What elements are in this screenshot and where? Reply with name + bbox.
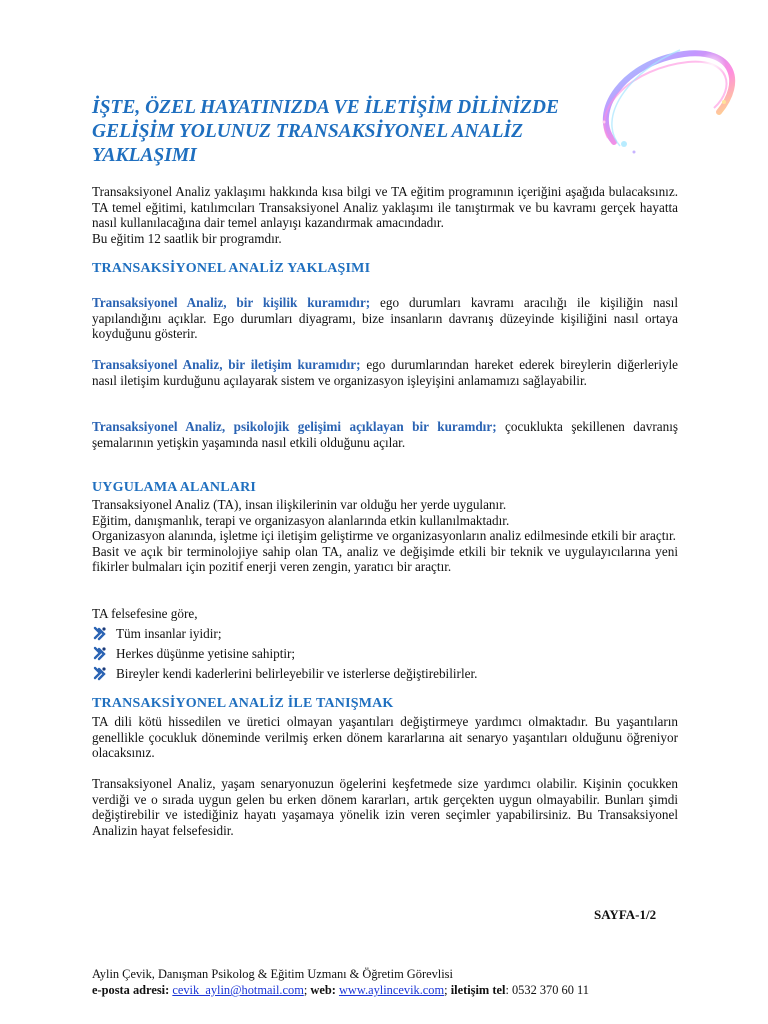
application-areas-text — [92, 497, 678, 575]
list-item: Tüm insanlar iyidir; — [92, 624, 477, 644]
application-line: Basit ve açık bir terminolojiye sahip olan TA, analiz ve değişimde etkili bir teknik ve uygulayıcılarına yeni fikirler bulmaları için pozitif enerji veren zengin, yaratıcı bir araçtır. — [92, 543, 678, 575]
footer-author: Aylin Çevik, Danışman Psikolog & Eğitim Uzmanı & Öğretim Görevlisi — [92, 967, 453, 981]
phone-label: iletişim tel — [450, 983, 506, 997]
ta-item-development — [92, 419, 678, 450]
swirl-logo-icon — [584, 42, 744, 162]
footer — [92, 966, 589, 998]
phone-number: : 0532 370 60 11 — [505, 983, 589, 997]
ta-item-text: çocuklukta şekillenen davranış şemalarının yetişkin yaşamında nasıl etkili olduğunu açılar. — [92, 419, 678, 450]
ta-item-lead: Transaksiyonel Analiz, bir kişilik kuramıdır; — [92, 295, 371, 310]
star-bullet-icon — [92, 666, 108, 682]
application-line: Transaksiyonel Analiz (TA), insan ilişkilerinin var olduğu her yerde uygulanır. — [92, 497, 507, 512]
ta-item-communication — [92, 357, 678, 388]
page-number: SAYFA-1/2 — [594, 907, 657, 922]
web-label: web: — [310, 983, 336, 997]
email-link[interactable]: cevik_aylin@hotmail.com — [172, 983, 304, 997]
page-title: İŞTE, ÖZEL HAYATINIZDA VE İLETİŞİM DİLİNİZDE GELİŞİM YOLUNUZ TRANSAKSİYONEL ANALİZ YAKLAŞIMI — [92, 97, 560, 166]
philosophy-bullets — [92, 624, 477, 684]
footer-contact: e-posta adresi: cevik_aylin@hotmail.com; web: www.aylincevik.com; iletişim tel: 0532 370 60 11 — [92, 983, 589, 997]
application-line: Organizasyon alanında, işletme içi iletişim geliştirme ve organizasyonların analiz edilmesinde etkili bir araçtır. — [92, 528, 676, 544]
ta-item-personality — [92, 295, 678, 342]
section-heading-application-areas: UYGULAMA ALANLARI — [92, 480, 257, 495]
list-item: Herkes düşünme yetisine sahiptir; — [92, 644, 477, 664]
star-bullet-icon — [92, 626, 108, 642]
web-link[interactable]: www.aylincevik.com — [338, 983, 445, 997]
star-bullet-icon — [92, 646, 108, 662]
email-label: e-posta adresi: — [92, 983, 170, 997]
section-heading-ta-approach: TRANSAKSİYONEL ANALİZ YAKLAŞIMI — [92, 261, 371, 276]
intro-duration: Bu eğitim 12 saatlik bir programdır. — [92, 230, 282, 246]
intro-section — [92, 184, 678, 246]
list-item: Bireyler kendi kaderlerini belirleyebilir ve isterlerse değiştirebilirler. — [92, 664, 477, 684]
ta-item-lead: Transaksiyonel Analiz, bir iletişim kuramıdır; — [92, 357, 361, 372]
application-line: Eğitim, danışmanlık, terapi ve organizasyon alanlarında etkin kullanılmaktadır. — [92, 512, 510, 528]
ta-item-text: ego durumlarından hareket ederek bireylerin diğerleriyle nasıl iletişim kurduğunu açılayarak sistem ve organizasyon işleyişini anlamamızı sağlayabilir. — [92, 357, 678, 388]
philosophy-intro: TA felsefesine göre, — [92, 606, 198, 621]
introduction-paragraph-1: TA dili kötü hissedilen ve üretici olmayan yaşantıları değiştirmeye yardımcı olmaktadır. Bu yaşantıların genellikle çocukluk döneminde verilmiş erken dönem kararlarına ait senaryo yaşantıları olduğunu öğreniyor olacaksınız. — [92, 714, 678, 761]
intro-paragraph: Transaksiyonel Analiz yaklaşımı hakkında kısa bilgi ve TA eğitim programının içeriğini aşağıda bulacaksınız. TA temel eğitimi, katılımcıları Transaksiyonel Analiz yaklaşımı ile tanıştırmak ve bu kavramı gerçek hayatta nasıl kullanılacağına dair temel anlayışı kazandırmak amacındadır. — [92, 184, 678, 231]
section-heading-introduction: TRANSAKSİYONEL ANALİZ İLE TANIŞMAK — [92, 696, 394, 711]
introduction-paragraph-2: Transaksiyonel Analiz, yaşam senaryonuzun ögelerini keşfetmede size yardımcı olabilir. Kişinin çocukken verdiği ve o sırada uygun gelen bu erken dönem kararları, artık gerçekten uygun olmayabilir. Bunları şimdi değiştirebilir ve istediğiniz hayatı yaşamaya yönelik izin veren seçimler yapabilirsiniz. Bu Transaksiyonel Analizin hayat felsefesidir. — [92, 776, 678, 838]
ta-item-text: ego durumları kavramı aracılığı ile kişiliğin nasıl yapılandığını açıklar. Ego durumları diyagramı, bize insanların davranış düzeyinde kişiliğini nasıl ortaya koyduğunu gösterir. — [92, 295, 678, 342]
ta-item-lead: Transaksiyonel Analiz, psikolojik gelişimi açıklayan bir kuramdır; — [92, 419, 497, 434]
